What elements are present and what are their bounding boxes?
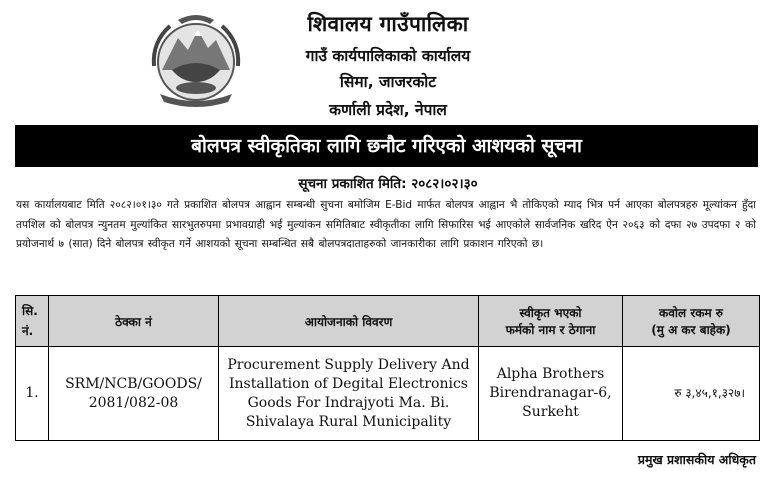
desc-line-2: Installation of Degital Electronics (228, 375, 468, 392)
col-header-firm-line2: फर्मको नाम र ठेगाना (505, 323, 596, 337)
desc-line-3: Goods For Indrajyoti Ma. Bi. (247, 394, 450, 411)
col-header-amount (623, 296, 760, 347)
col-header-firm (479, 296, 623, 347)
signatory-title: प्रमुख प्रशासकीय अधिकृत (637, 452, 756, 467)
bid-table (15, 295, 760, 441)
row-firm (479, 347, 623, 441)
col-header-firm-line1: स्वीकृत भएको (519, 306, 582, 320)
firm-line-3: Surkeht (522, 404, 579, 420)
notice-title-banner: बोलपत्र स्वीकृतिका लागि छनौट गरिएको आशयको सूचना (15, 125, 758, 167)
col-header-contract: ठेक्का नं (49, 296, 219, 347)
desc-line-1: Procurement Supply Delivery And (227, 356, 470, 373)
province-name: कर्णाली प्रदेश, नेपाल (329, 101, 447, 119)
col-header-amount-line1: कवोल रकम रु (659, 306, 723, 320)
col-header-description: आयोजनाको विवरण (219, 296, 479, 347)
municipality-name: शिवालय गाउँपालिका (307, 12, 469, 36)
col-header-sn-line1: सि. (22, 304, 38, 318)
firm-line-1: Alpha Brothers (496, 366, 605, 382)
desc-line-4: Shivalaya Rural Municipality (245, 413, 452, 430)
row-bid-amount: रु ३,४५,१,३२७। (623, 347, 760, 441)
row-sn: 1. (16, 347, 49, 441)
contract-line-2: 2081/082-08 (88, 394, 179, 411)
firm-line-2: Birendranagar-6, (489, 385, 612, 401)
office-address: सिमा, जाजरकोट (339, 73, 437, 91)
office-name: गाउँ कार्यपालिकाको कार्यालय (305, 47, 471, 65)
row-contract-number (49, 347, 219, 441)
table-row (16, 347, 760, 441)
col-header-sn (16, 296, 49, 347)
col-header-sn-line2: नं. (22, 324, 34, 338)
col-header-amount-line2: (मु अ कर बाहेक) (651, 323, 731, 337)
contract-line-1: SRM/NCB/GOODS/ (65, 375, 202, 392)
table-header-row (16, 296, 760, 347)
row-project-description (219, 347, 479, 441)
publish-date: सूचना प्रकाशित मिति: २०८२।०२।३० (298, 176, 478, 192)
notice-paragraph: यस कार्यालयबाट मिति २०८२।०१।३० गते प्रकाशित बोलपत्र आह्वान सम्बन्धी सुचना बमोजिम E-Bid मार्फत बोलपत्र आह्वान भै तोकिएको म्याद भित्र पर्न आएका बोलपत्रहरु मूल्यांकन हुँदा तपशिल को बोलपत्र न्युनतम मुल्यांकित सारभुतरुपमा प्रभावग्राही भई मुल्यांकन समितिबाट स्वीकृतीका लागि सिफारिस भई आएकोले सार्वजनिक खरिद ऐन २०६३ को दफा २७ उपदफा २ को प्रयोजनार्थ ७ (सात) दिने बोलपत्र स्वीकृत गर्ने आशयको सूचना सम्बन्धित सबै बोलपत्रदाताहरुको जानकारीका लागि प्रकाशन गरिएको छ। (16, 199, 756, 251)
